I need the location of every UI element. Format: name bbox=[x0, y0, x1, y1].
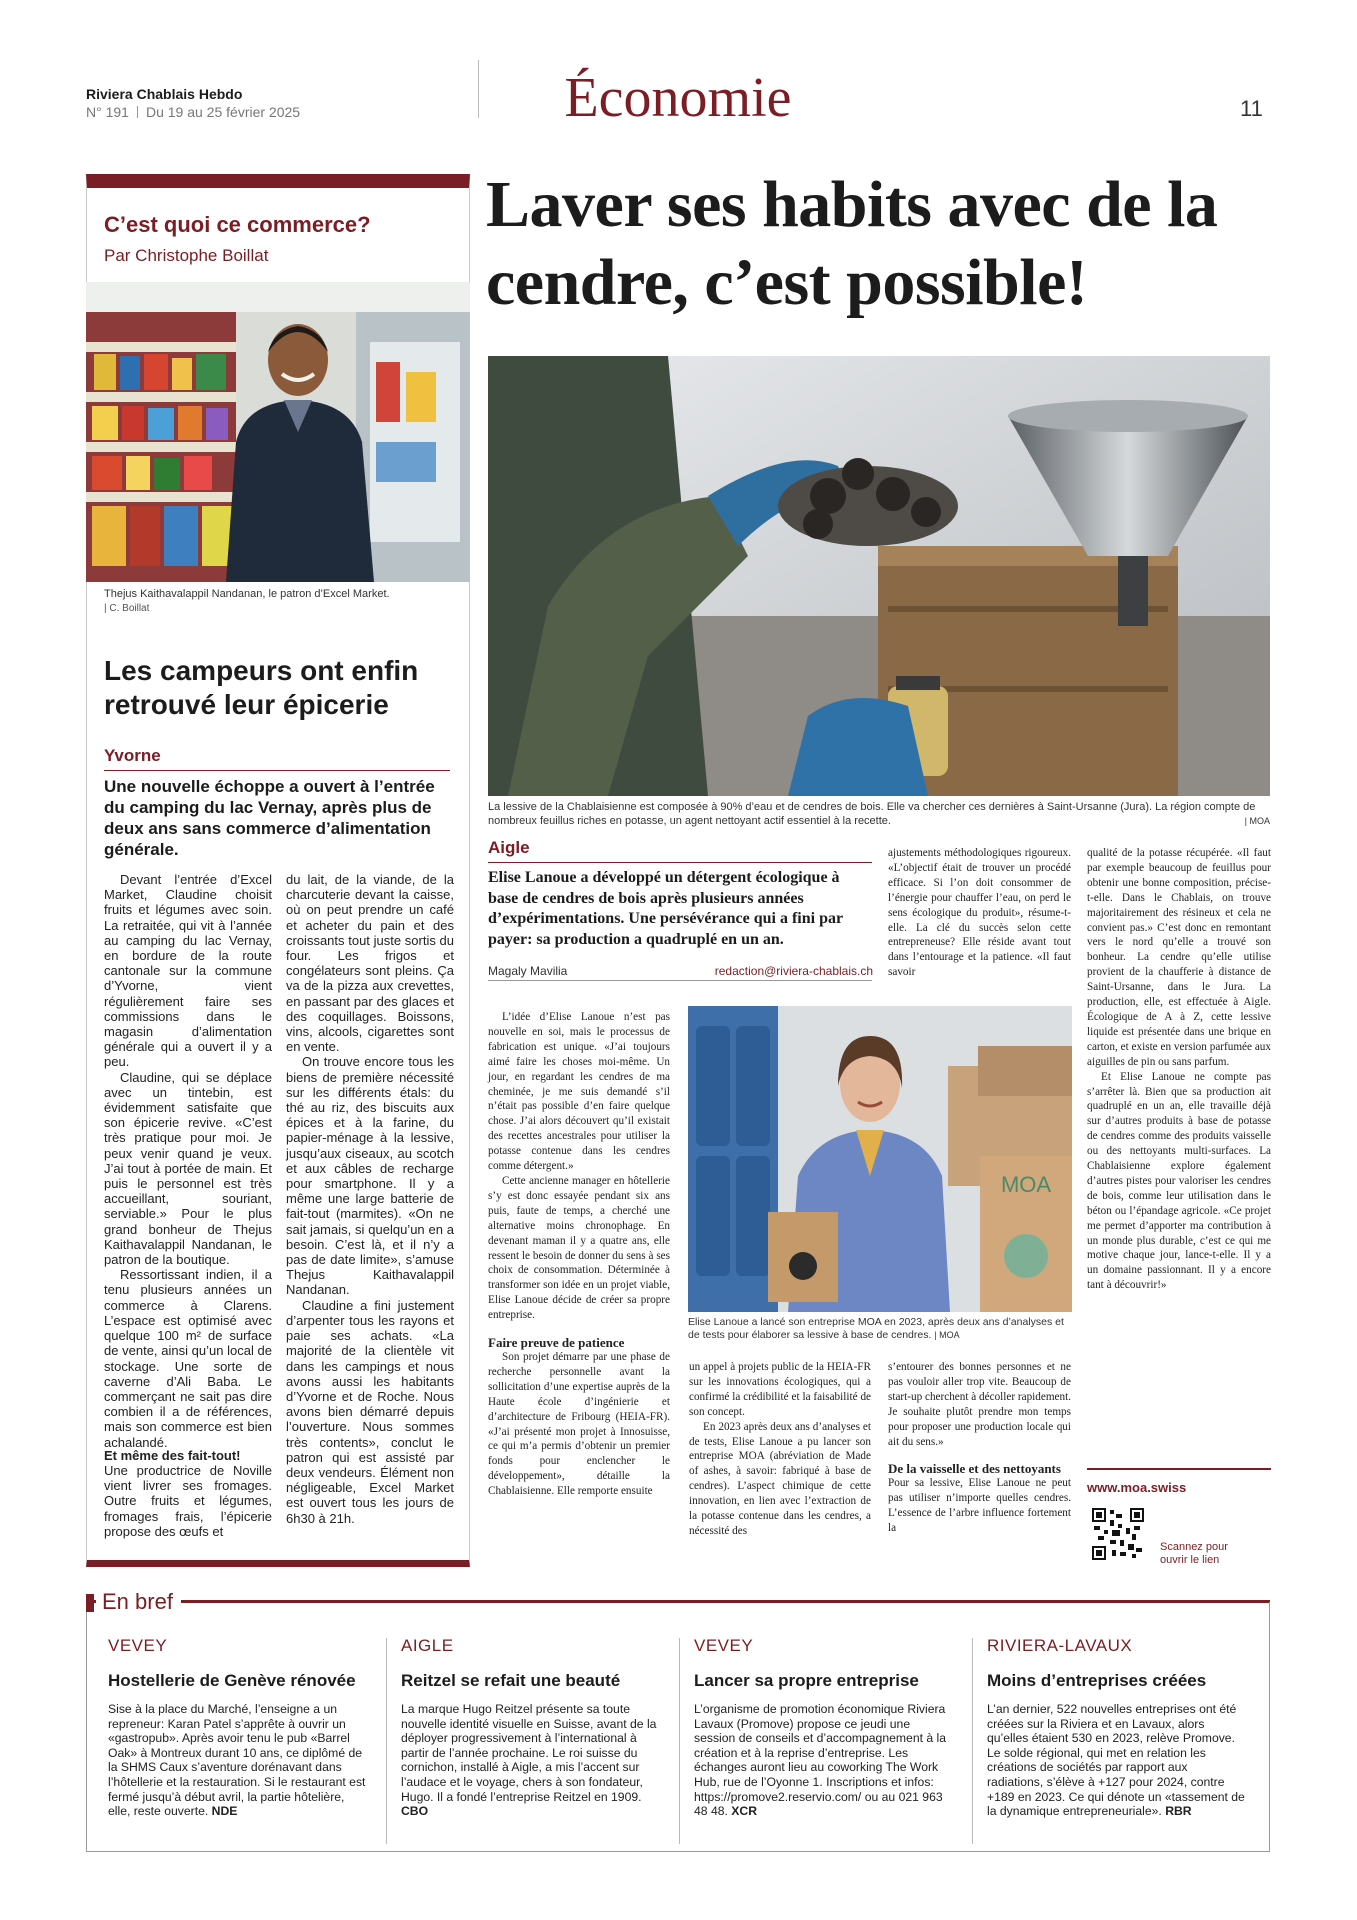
article-paragraph: s’entourer des bonnes personnes et ne pas vouloir aller trop vite. Beaucoup de start-up cherchent à décoller rapidement. Je souhaite plutôt prendre mon temps pour proposer une production locale qui ait du sens.» bbox=[888, 1361, 1071, 1448]
article-paragraph: Pour sa lessive, Elise Lanoue ne peut pas utiliser n’importe quelles cendres. L’essence de l’arbre influence fortement la bbox=[888, 1477, 1071, 1535]
article-paragraph: En 2023 après deux ans d’analyses et de tests, Elise Lanoue a pu lancer son entreprise MOA (abréviation de Made of ashes, à savoir: fabriqué à base de cendres). L’aspect chimique de cette innovation, en lien avec l’extraction de la potasse contenue dans les cendres, a nécessité des bbox=[689, 1420, 871, 1537]
brief-item bbox=[401, 1636, 659, 1819]
brief-divider bbox=[679, 1638, 680, 1844]
brief-title: Hostellerie de Genève rénovée bbox=[108, 1671, 356, 1690]
column-paragraph: Une productrice de Noville vient livrer ses fromages. Outre fruits et légumes, fromages frais, l’épicerie propose des œufs et bbox=[104, 1463, 272, 1539]
brief-signature: NDE bbox=[211, 1804, 238, 1819]
article-lead: Elise Lanoue a développé un détergent écologique à base de cendres de bois après plusieurs années d’expérimentations. Une persévérance qui a fini par payer: sa production a quadruplé en un an. bbox=[488, 869, 843, 948]
issue-number: N° 191 bbox=[86, 104, 129, 120]
page-number: 11 bbox=[1240, 96, 1263, 121]
article-body-3 bbox=[888, 846, 1071, 980]
article-paragraph: L’idée d’Elise Lanoue n’est pas nouvelle en soi, mais le processus de fabrication est unique. «J’ai toujours aimé faire les choses moi-même. Un jour, en regardant les cendres de ma cheminée, je me suis demandé s’il n’était pas possible d’en faire quelque chose. J’ai alors découvert qu’il existait des recettes ancestrales pour utiliser la potasse contenue dans les cendres comme détergent.» bbox=[488, 1011, 670, 1173]
portrait-credit: | MOA bbox=[934, 1330, 960, 1340]
shop-owner-image bbox=[86, 282, 470, 582]
shop-owner-photo bbox=[86, 282, 470, 582]
brief-body bbox=[694, 1702, 952, 1819]
ash-detergent-photo bbox=[488, 356, 1270, 796]
article-body-1 bbox=[488, 1010, 670, 1499]
article-paragraph: un appel à projets public de la HEIA-FR sur les innovations écologiques, qui a confirmé la crédibilité et la faisabilité de son concept. bbox=[689, 1361, 871, 1418]
brief-body bbox=[108, 1702, 366, 1819]
en-bref-label: En bref bbox=[96, 1589, 181, 1615]
qr-code-icon[interactable] bbox=[1092, 1508, 1144, 1560]
column-paragraph: On trouve encore tous les biens de première nécessité sur les différents étals: du thé au riz, des biscuits aux épices et à la farine, du papier-ménage à la lessive, jusqu’aux ciseaux, au scotch et aux câbles de recharge pour smartphone. Il y a même une large batterie de fait-tout (marmites). «On ne sait jamais, si quelqu’un en a besoin. C’est là, et il n’y a pas de date limite», s’amuse Thejus Kaithavalappil Nandanan. bbox=[286, 1054, 454, 1298]
shop-photo-caption: Thejus Kaithavalappil Nandanan, le patron d’Excel Market. bbox=[104, 588, 390, 600]
issue-dates: Du 19 au 25 février 2025 bbox=[145, 104, 301, 120]
brief-text: Sise à la place du Marché, l’enseigne a un repreneur: Karan Patel s’apprête à ouvrir un «gastropub». Après avoir tenu le pub «Barrel Oak» à Montreux durant 10 ans, ce diplômé de la SHMS Caux s’aventure dorénavant dans l’hôtellerie et la restauration. Si le restaurant est fermé jusqu’à début avril, la partie hôtelière, elle, reste ouverte. bbox=[108, 1702, 366, 1819]
brief-text: L’an dernier, 522 nouvelles entreprises ont été créées sur la Riviera et en Lavaux, alors qu’elles étaient 530 en 2023, relève Promove. Le solde régional, qui met en relation les créations de sociétés par rapport aux radiations, s’élève à +127 pour 2024, contre +189 en 2023. Ce qui dénote un «tassement de la dynamique entrepreneuriale». bbox=[987, 1702, 1245, 1819]
brief-location: VEVEY bbox=[694, 1636, 754, 1655]
brief-body bbox=[401, 1702, 659, 1819]
column-body-2 bbox=[286, 872, 454, 1526]
brief-divider bbox=[386, 1638, 387, 1844]
shop-photo-credit: | C. Boillat bbox=[104, 603, 150, 614]
main-caption-text: La lessive de la Chablaisienne est composée à 90% d’eau et de cendres de bois. Elle va chercher ces dernières à Saint-Ursanne (Jura). La région compte de nombreux feuillus riches en potasse, un agent nettoyant actif essentiel à la recette. bbox=[488, 801, 1256, 827]
brief-item bbox=[987, 1636, 1245, 1819]
brief-text: L’organisme de promotion économique Riviera Lavaux (Promove) propose ce jeudi une session de conseils et d’accompagnement à la création et à la reprise d’entreprise. Les échanges auront lieu au coworking The Work Hub, rue de l’Oyonne 1. Inscriptions et infos: https://promove2.reservio.com/ ou au 021 963 48 48. bbox=[694, 1702, 947, 1819]
qr-text-line-2: ouvrir le lien bbox=[1160, 1554, 1220, 1566]
portrait-caption-text: Elise Lanoue a lancé son entreprise MOA en 2023, après deux ans d’analyses et de tests pour élaborer sa lessive à base de cendres. bbox=[688, 1316, 1064, 1341]
main-photo-credit: | MOA bbox=[1244, 816, 1270, 826]
column-headline: Les campeurs ont enfin retrouvé leur épicerie bbox=[104, 655, 419, 720]
column-body-1b bbox=[104, 1463, 272, 1539]
brief-title: Reitzel se refait une beauté bbox=[401, 1671, 621, 1690]
website-rule bbox=[1087, 1468, 1271, 1470]
publication-name: Riviera Chablais Hebdo bbox=[86, 86, 243, 102]
brief-body bbox=[987, 1702, 1245, 1819]
column-location: Yvorne bbox=[104, 746, 161, 765]
column-paragraph: Claudine, qui se déplace avec un tintebin, est évidemment satisfaite que son épicerie revive. «C’est très pratique pour moi. Je peux venir quand je veux. J’ai tout à portée de main. Et puis le personnel est très accueillant, souriant, serviable.» Pour le plus grand bonheur de Thejus Kaithavalappil Nandanan, le patron de la boutique. bbox=[104, 1069, 272, 1268]
article-body-4 bbox=[1087, 846, 1271, 1293]
main-photo-caption bbox=[488, 800, 1270, 828]
article-paragraph: Son projet démarre par une phase de recherche personnelle avant la sollicitation d’une expertise auprès de la Haute école d’ingénierie et d’architecture de Fribourg (HEIA-FR). «J’ai présenté mon projet à Innosuisse, ce qui m’a permis d’obtenir un premier fonds pour enclencher le développement», détaille la Chablaisienne. Elle remporte ensuite bbox=[488, 1351, 670, 1498]
article-paragraph: ajustements méthodologiques rigoureux. «L’objectif était de trouver un procédé efficace. Si l’on doit consommer de l’énergie pour chauffer l’eau, on perd le sens écologique du produit», résume-t-elle. La clé du succès selon cette entrepreneuse? Elle réside avant tout dans l’entourage et la patience. «Il faut savoir bbox=[888, 847, 1071, 979]
article-paragraph: qualité de la potasse récupérée. «Il faut par exemple beaucoup de feuillus pour obtenir une bonne composition, précise-t-elle. Dans le Chablais, on trouve majoritairement des résineux et cela ne convient pas.» C’est donc en remontant vers le nord qu’elle a trouvé son bonheur. La cendre qu’elle utilise provient de la chaufferie à distance de Saint-Ursanne, dans le Jura. La production, elle, est effectuée à Aigle. Écologique de A à Z, cette lessive liquide est présentée dans une brique en carton, et existe en version parfumée aux aiguilles de pin ou sans parfum. bbox=[1087, 847, 1271, 1068]
brief-divider bbox=[972, 1638, 973, 1844]
portrait-caption bbox=[688, 1316, 1072, 1342]
column-kicker: C’est quoi ce commerce? bbox=[104, 212, 371, 237]
ash-detergent-image bbox=[488, 356, 1270, 796]
qr-instruction bbox=[1160, 1541, 1228, 1567]
brief-signature: CBO bbox=[401, 1804, 429, 1819]
qr-text-line-1: Scannez pour bbox=[1160, 1541, 1228, 1553]
brief-text: La marque Hugo Reitzel présente sa toute nouvelle identité visuelle en Suisse, avant de la déployer progressivement à l’international à partir de l’année prochaine. Le roi suisse du cornichon, installé à Aigle, a mis l’accent sur l’audace et le voyage, chers à son fondateur, Hugo. Il a fondé l’entreprise Reitzel en 1909. bbox=[401, 1702, 657, 1804]
en-bref-tab bbox=[86, 1594, 94, 1612]
brief-location: VEVEY bbox=[108, 1636, 168, 1655]
article-body-2 bbox=[689, 1360, 871, 1539]
brief-item bbox=[694, 1636, 952, 1819]
elise-lanoue-photo bbox=[688, 1006, 1072, 1312]
qr-code-graphic bbox=[1092, 1508, 1144, 1560]
article-subhead: Faire preuve de patience bbox=[488, 1335, 625, 1351]
article-author: Magaly Mavilia bbox=[488, 964, 568, 978]
column-paragraph: Ressortissant indien, il a tenu plusieurs années un commerce à Clarens. L’espace est optimisé avec quelque 100 m² de surface de vente, ainsi qu’un local de stockage. Une sorte de caverne d’Ali Baba. Le commerçant ne sait pas dire combien il a de références, mais son commerce est bien achalandé. bbox=[104, 1267, 272, 1450]
moa-package-label: MOA bbox=[1000, 1172, 1052, 1197]
brief-title: Moins d’entreprises créées bbox=[987, 1671, 1207, 1690]
column-subhead: Et même des fait-tout! bbox=[104, 1448, 241, 1463]
brief-item bbox=[108, 1636, 366, 1819]
article-body-3b bbox=[888, 1360, 1071, 1536]
column-paragraph: Claudine a fini justement d’arpenter tous les rayons et paie ses achats. «La majorité de la clientèle vit dans les campings et nous avons aussi les habitants d’Yvorne et de Roche. Nous avons bien démarré depuis l’ouverture. Nous sommes très contents», conclut le patron qui est assisté par deux vendeurs. Élément non négligeable, Excel Market est ouvert tous les jours de 6h30 à 21h. bbox=[286, 1297, 454, 1526]
issue-info bbox=[86, 104, 300, 120]
location-rule bbox=[488, 862, 872, 863]
column-paragraph: du lait, de la viande, de la charcuterie devant la caisse, où on peut prendre un café et acheter du pain et des croissants tout juste sortis du four. Les frigos et congélateurs sont pleins. Ça va de la pizza aux crevettes, en passant par des glaces et des coquillages. Boissons, vins, alcools, cigarettes sont en vente. bbox=[286, 872, 454, 1055]
location-rule bbox=[104, 770, 450, 771]
elise-lanoue-image bbox=[688, 1006, 1072, 1312]
article-headline: Laver ses habits avec de la cendre, c’est possible! bbox=[486, 168, 1218, 319]
website-link[interactable]: www.moa.swiss bbox=[1087, 1480, 1187, 1495]
column-body-1 bbox=[104, 872, 272, 1450]
column-paragraph: Devant l’entrée d’Excel Market, Claudine choisit fruits et légumes avec soin. La retraitée, qui vit à l’année au camping du lac Vernay, en bordure de la route cantonale sur la commune d’Yvorne, vient régulièrement faire ses commissions dans le magasin d’alimentation générale qui a ouvert il y a peu. bbox=[104, 872, 272, 1070]
author-rule bbox=[488, 980, 872, 981]
article-subhead: De la vaisselle et des nettoyants bbox=[888, 1461, 1061, 1477]
article-email[interactable]: redaction@riviera-chablais.ch bbox=[714, 964, 873, 978]
column-lead: Une nouvelle échoppe a ouvert à l’entrée du camping du lac Vernay, après plus de deux ans sans commerce d’alimentation générale. bbox=[104, 777, 435, 859]
column-byline: Par Christophe Boillat bbox=[104, 246, 269, 265]
brief-signature: RBR bbox=[1165, 1804, 1192, 1819]
article-paragraph: Et Elise Lanoue ne compte pas s’arrêter là. Bien que sa production ait quadruplé en un an, elle travaille déjà sur d’autres produits à base de potasse de cendres comme des produits vaisselle ou des nettoyants multi-surfaces. La Chablaisienne explore également d’autres pistes pour valoriser les cendres de bois, comme leur utilisation dans le béton ou l’épandage agricole. «Ce projet me permet d’apporter ma contribution à un monde plus durable, c’est ce qui me motive chaque jour, lance-t-elle. Il y a un domaine passionnant. Il y a encore tant à découvrir!» bbox=[1087, 1070, 1271, 1292]
brief-location: AIGLE bbox=[401, 1636, 454, 1655]
brief-signature: XCR bbox=[731, 1804, 758, 1819]
article-location: Aigle bbox=[488, 838, 530, 857]
brief-location: RIVIERA-LAVAUX bbox=[987, 1636, 1133, 1655]
brief-title: Lancer sa propre entreprise bbox=[694, 1671, 919, 1690]
section-title: Économie bbox=[564, 67, 792, 129]
article-paragraph: Cette ancienne manager en hôtellerie s’y est donc essayée pendant six ans puis, faute de temps, a cherché une alternative moins chronophage. En devenant maman il y a quatre ans, elle ressent le besoin de donner du sens à ses choix de consommation. Déterminée à transformer son idée en un projet viable, Elise Lanoue décide de créer sa propre entreprise. bbox=[488, 1174, 670, 1322]
